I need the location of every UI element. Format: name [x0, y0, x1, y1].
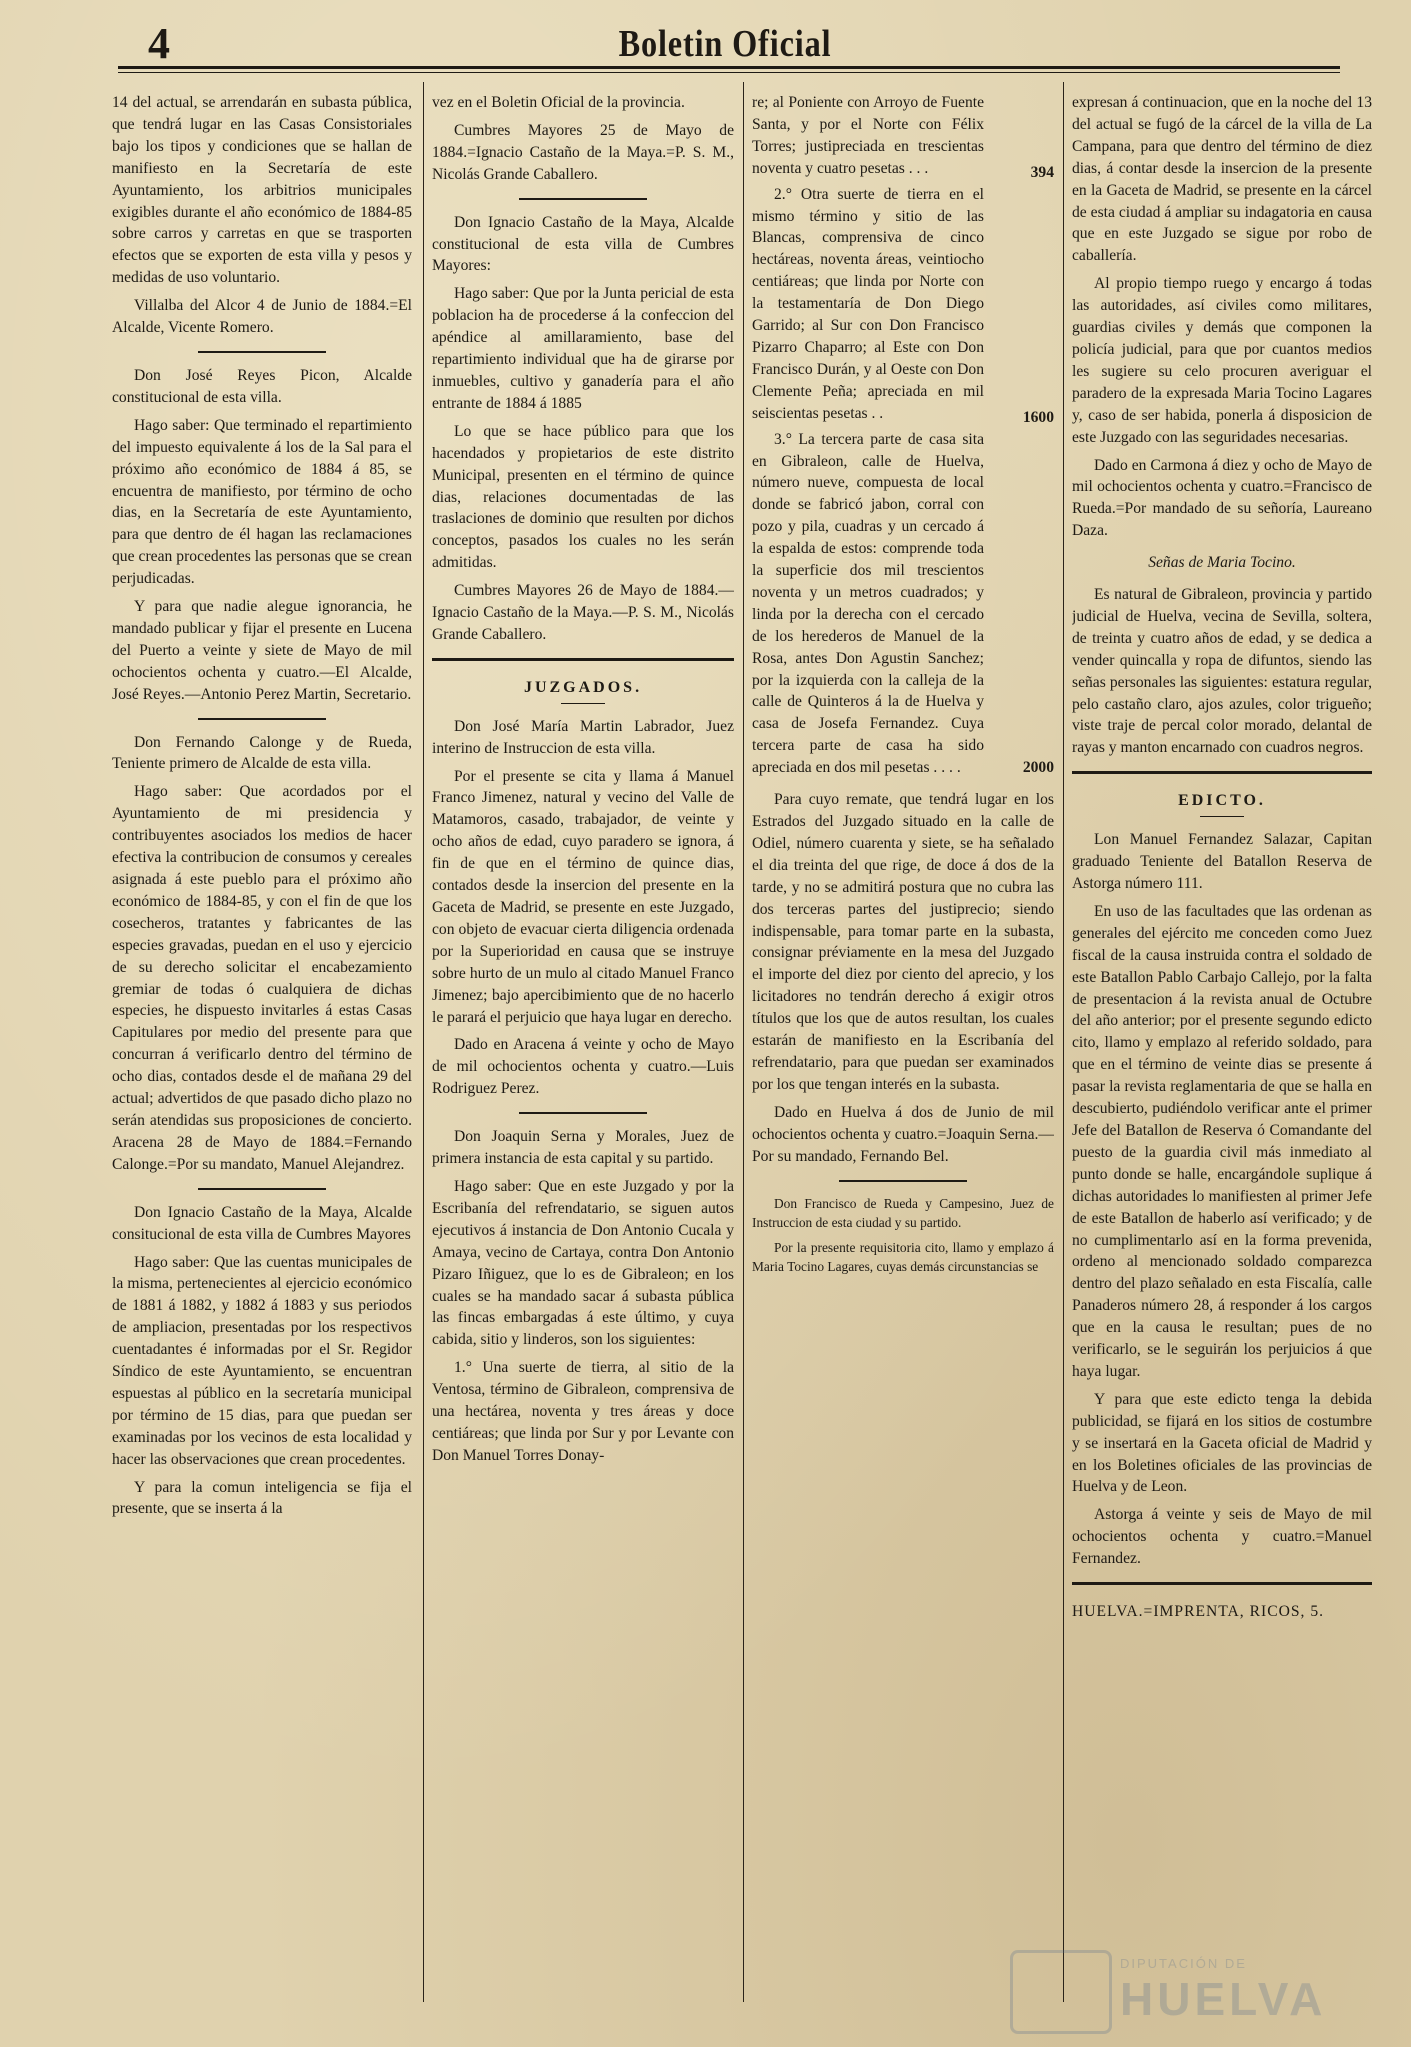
page-number: 4: [148, 19, 170, 68]
notice-text: expresan á continuacion, que en la noche del 13 del actual se fugó de la cárcel de la villa de La Campana, para que dentro del término de diez dias, á contar desde la insercion de la presente en la Gaceta de Madrid, se presente en la cárcel de esta ciudad á ampliar su indagatoria en causa que en este Juzgado se sigue por robo de caballería.: [1072, 94, 1372, 265]
section-rule: [1072, 771, 1372, 774]
column-divider: [1063, 82, 1064, 2002]
notice-heading: Don José María Martin Labrador, Juez interino de Instruccion de esta villa.: [432, 717, 734, 757]
property-amount: 394: [1030, 163, 1054, 181]
notice-text: Es natural de Gibraleon, provincia y partido judicial de Huelva, vecina de Sevilla, soltera, de treinta y cuatro años de edad, y se dedica a vender quincalla y ropa de difuntos, siendo las señas personales las siguientes: estatura regular, pelo castaño claro, ajos azules, color trigueño; viste traje de percal color morado, delantal de rayas y manton encarnado con cuadros negros.: [1072, 586, 1372, 757]
header-rule: [118, 66, 1340, 69]
notice-text: Para cuyo remate, que tendrá lugar en los Estrados del Juzgado situado en la calle de Odiel, número cuarenta y siete, se ha señalado el dia treinta del que rige, de doce á dos de la tarde, y no se admitirá postura que no cubra las dos terceras partes del justiprecio; siendo indispensable, para tomar parte en la subasta, consignar préviamente en la mesa del Juzgado el importe del diez por ciento del aprecio, y los licitadores no tendrán derecho á exigir otros títulos que los que de autos resultan, los cuales estarán de manifiesto en la Escribanía del refrendatario, para que puedan ser examinados por los que tengan interés en la subasta.: [752, 791, 1054, 1093]
notice-heading: Don Joaquin Serna y Morales, Juez de primera instancia de esta capital y su partido.: [432, 1128, 734, 1168]
notice-heading: Lon Manuel Fernandez Salazar, Capitan graduado Teniente del Batallon Reserva de Astorga número 111.: [1072, 831, 1372, 892]
property-text: 3.° La tercera parte de casa sita en Gibraleon, calle de Huelva, número nueve, compuesta de local donde se fabricó jabon, corral con pozo y pila, cuadras y un cercado á la espalda de estos: comprende toda la superficie dos mil trescientos noventa y un metros cuadrados; y linda por la derecha con el cercado de los herederos de Manuel de la Rosa, antes Don Agustin Sanchez; por la izquierda con la calleja de la calle de Quinteros á la de Huelva y casa de Josefa Fernandez. Cuya tercera parte de casa ha sido apreciada en dos mil pesetas . . . .: [752, 430, 984, 777]
section-title-juzgados: JUZGADOS.: [523, 678, 643, 696]
notice-text: Y para que este edicto tenga la debida publicidad, se fijará en los sitios de costumbre y se insertará en la Gaceta oficial de Madrid y en los Boletines oficiales de las provincias de Huelva y de Leon.: [1072, 1390, 1372, 1496]
masthead-title: Boletin Oficial: [618, 23, 832, 65]
property-item: [752, 429, 1054, 790]
page-header: [110, 14, 1340, 70]
section-rule: [432, 658, 734, 661]
notice-text: Hago saber: Que acordados por el Ayuntamiento de mi presidencia y contribuyentes asociados los medios de hacer efectiva la contribucion de consumos y cereales asignada á este pueblo para el próximo año económico de 1884-85, y con el fin de que los cosecheros, tratantes y fabricantes de las especies gravadas, puedan en el uso y ejercicio de su derecho solicitar el encabezamiento gremiar de todas ó cualquiera de dichas especies, he dispuesto invitarles á estas Casas Capitulares por medio del presente para que concurran á verificarlo dentro del término de ocho dias, contados desde el de mañana 29 del actual; advertidos de que pasado dicho plazo no serán atendidas sus proposiciones de concierto. Aracena 28 de Mayo de 1884.=Fernando Calonge.=Por su mandato, Manuel Alejandrez.: [112, 783, 412, 1173]
property-amount: 1600: [1022, 408, 1054, 426]
notice-signature: Cumbres Mayores 26 de Mayo de 1884.—Ignacio Castaño de la Maya.—P. S. M., Nicolás Grande Caballero.: [432, 582, 734, 643]
notice-text: Por la presente requisitoria cito, llamo y emplazo á Maria Tocino Lagares, cuyas demás circunstancias se: [752, 1239, 1054, 1274]
notice-text: vez en el Boletin Oficial de la provincia.: [432, 94, 685, 111]
property-amount: 2000: [1022, 759, 1054, 777]
property-item: [752, 184, 1054, 429]
imprint: HUELVA.=IMPRENTA, RICOS, 5.: [1072, 1603, 1325, 1621]
notice-text: Y para la comun inteligencia se fija el presente, que se inserta á la: [112, 1478, 412, 1518]
notice-heading: Don Ignacio Castaño de la Maya, Alcalde consitucional de esta villa de Cumbres Mayores: [112, 1203, 412, 1243]
notice-text: Por el presente se cita y llama á Manuel Franco Jimenez, natural y vecino del Valle de Matamoros, casado, trabajador, de veinte y ocho años de edad, cuyo paradero se ignora, á fin de que en el término de quince dias, contados desde la insercion del presente en la Gaceta de Madrid, se presente en este Juzgado, con objeto de evacuar cierta diligencia ordenada por la Superioridad en causa que se instruye sobre hurto de un mulo al citado Manuel Franco Jimenez; bajo apercibimiento que de no hacerlo le parará el perjuicio que haya lugar en derecho.: [432, 767, 734, 1026]
notice-signature: Dado en Aracena á veinte y ocho de Mayo de mil ochocientos ochenta y cuatro.—Luis Rodriguez Perez.: [432, 1036, 734, 1098]
separator: [519, 198, 647, 200]
property-item: 1.° Una suerte de tierra, al sitio de la Ventosa, término de Gibraleon, comprensiva de una hectárea, noventa y tres áreas y doce centiáreas; que linda por Sur y por Levante con Don Manuel Torres Donay-: [432, 1359, 734, 1464]
notice-text: 14 del actual, se arrendarán en subasta pública, que tendrá lugar en las Casas Consistoriales bajo los tipos y condiciones que se hallan de manifiesto en la Secretaría de este Ayuntamiento, los arbitrios municipales exigibles durante el año económico de 1884-85 sobre carros y carretas en que se trasporten efectos que se exporten de esta villa y pesos y medidas de uso voluntario.: [112, 94, 412, 287]
watermark-line1: DIPUTACIÓN DE: [1120, 1956, 1247, 1971]
notice-heading: Don Ignacio Castaño de la Maya, Alcalde constitucional de esta villa de Cumbres Mayores:: [432, 213, 734, 275]
seal-icon: [1010, 1950, 1112, 2034]
notice-text: Y para que nadie alegue ignorancia, he mandado publicar y fijar el presente en Lucena del Puerto a veinte y siete de Mayo de mil ochocientos ochenta y cuatro.—El Alcalde, José Reyes.—Antonio Perez Martin, Secretario.: [112, 598, 412, 703]
separator: [198, 718, 326, 720]
separator: [198, 351, 326, 353]
notice-text: Lo que se hace público para que los hacendados y propietarios de este distrito Municipal, presenten en el término de quince dias, relaciones documentadas de las traslaciones de dominio que resulten por dichos conceptos, pasados los cuales no les serán admitidas.: [432, 422, 734, 572]
section-rule: [1072, 1582, 1372, 1585]
notice-text: Hago saber: Que terminado el repartimiento del impuesto equivalente á los de la Sal para el próximo año económico de 1884 á 85, se encuentra de manifiesto, por término de ocho dias, en la Secretaría de este Ayuntamiento, para que dentro de él hagan las reclamaciones que crean procedentes las personas que se crean perjudicadas.: [112, 416, 412, 588]
notice-heading: Don Fernando Calonge y de Rueda, Teniente primero de Alcalde de esta villa.: [112, 733, 412, 773]
property-item: [752, 92, 1054, 184]
notice-text: Hago saber: Que en este Juzgado y por la Escribanía del refrendatario, se siguen autos ejecutivos á instancia de Don Antonio Cucala y Amaya, vecino de Cartaya, contra Don Antonio Pizaro Iñiguez, que lo es de Gibraleon; en los cuales se ha mandado sacar á subasta pública las fincas embargadas á este último, y cuya cabida, sitio y linderos, son los siguientes:: [432, 1177, 734, 1349]
notice-text: Hago saber: Que por la Junta pericial de esta poblacion ha de procederse á la confeccion del apéndice al amillaramiento, base del repartimiento individual que ha de girarse por inmuebles, cultivo y ganadería para el año entrante de 1884 á 1885: [432, 285, 734, 412]
separator: [519, 1112, 647, 1114]
separator: [198, 1188, 326, 1190]
notice-text: En uso de las facultades que las ordenan as generales del ejército me conceden como Juez fiscal de la causa instruida contra el soldado de este Batallon Pablo Carbajo Callejo, por la falta de presentacion á la revista anual de Octubre del año anterior; por el presente segundo edicto cito, llamo y emplazo al referido soldado, para que en el término de veinte dias se presente á pasar la revista reglamentaria de que se halla en descubierto, pudiéndolo verificar ante el primer Jefe del Batallon de Reserva ó Comandante del puesto de la guardia civil más inmediato al punto donde se halle, encargándole suplique á dichas autoridades lo manifiesten al primer Jefe de este Batallon de haberlo así verificado; y de no cumplimentarlo así en la forma prevenida, ordeno al mencionado soldado comparezca dentro del plazo señalado en esta Fiscalía, calle Panaderos número 28, á responder á los cargos que en la causa le resultan; pues de no verificarlo, se le seguirán los perjuicios á que haya lugar.: [1072, 902, 1372, 1380]
section-title-edicto: EDICTO.: [1178, 792, 1266, 810]
watermark-line2: HUELVA: [1120, 1973, 1327, 2025]
column-divider: [423, 82, 424, 2002]
column-2: [432, 92, 734, 2037]
column-divider: [743, 82, 744, 2002]
subsection-title: Señas de Maria Tocino.: [1148, 554, 1296, 572]
notice-heading: Don José Reyes Picon, Alcalde constitucional de esta villa.: [112, 366, 412, 406]
property-text: 2.° Otra suerte de tierra en el mismo término y sitio de las Blancas, comprensiva de cinco hectáreas, noventa áreas, veintiocho centiáreas; que linda por Norte con la testamentaría de Don Diego Garrido; al Sur con Don Francisco Pizarro Chaparro; al Este con Don Francisco Durán, y al Oeste con Don Clemente Peña; apreciada en mil seiscientas pesetas . .: [752, 185, 984, 422]
notice-heading: Don Francisco de Rueda y Campesino, Juez de Instruccion de esta ciudad y su partido.: [752, 1195, 1054, 1230]
notice-signature: Cumbres Mayores 25 de Mayo de 1884.=Ignacio Castaño de la Maya.=P. S. M., Nicolás Grande Caballero.: [432, 121, 734, 183]
property-text: re; al Poniente con Arroyo de Fuente Santa, y por el Norte con Félix Torres; justipreciada en trescientas noventa y cuatro pesetas . . .: [752, 94, 984, 177]
title-dash: [561, 703, 605, 704]
title-dash: [1200, 816, 1244, 817]
column-3: [752, 92, 1054, 2037]
archive-watermark: [1010, 1950, 1340, 2030]
header-rule-thin: [118, 72, 1340, 73]
notice-text: Hago saber: Que las cuentas municipales de la misma, pertenecientes al ejercicio económico de 1881 á 1882, y 1882 á 1883 y sus periodos de ampliacion, presentadas por los respectivos cuentadantes é informadas por el Sr. Regidor Síndico de este Ayuntamiento, se encuentran espuestas al público en la secretaría municipal por término de 15 dias, para que puedan ser examinadas por los vecinos de esta localidad y hacer las observaciones que crean procedentes.: [112, 1253, 412, 1468]
notice-signature: Dado en Huelva á dos de Junio de mil ochocientos ochenta y cuatro.=Joaquin Serna.—Por su mandado, Fernando Bel.: [752, 1103, 1054, 1165]
notice-signature: Villalba del Alcor 4 de Junio de 1884.=El Alcalde, Vicente Romero.: [112, 297, 412, 337]
notice-text: Al propio tiempo ruego y encargo á todas las autoridades, así civiles como militares, guardias civiles y demás que componen la policía judicial, para que por cuantos medios les sugiere su celo procuren averiguar el paradero de la expresada Maria Tocino Lagares y, caso de ser habida, ponerla á disposicion de este Juzgado con las seguridades necesarias.: [1072, 275, 1372, 446]
separator: [839, 1180, 967, 1182]
column-4: [1072, 92, 1372, 2037]
column-1: [112, 92, 412, 2037]
notice-signature: Astorga á veinte y seis de Mayo de mil ochocientos ochenta y cuatro.=Manuel Fernandez.: [1072, 1506, 1372, 1568]
notice-signature: Dado en Carmona á diez y ocho de Mayo de mil ochocientos ochenta y cuatro.=Francisco de Rueda.=Por mandado de su señoría, Laureano Daza.: [1072, 456, 1372, 540]
